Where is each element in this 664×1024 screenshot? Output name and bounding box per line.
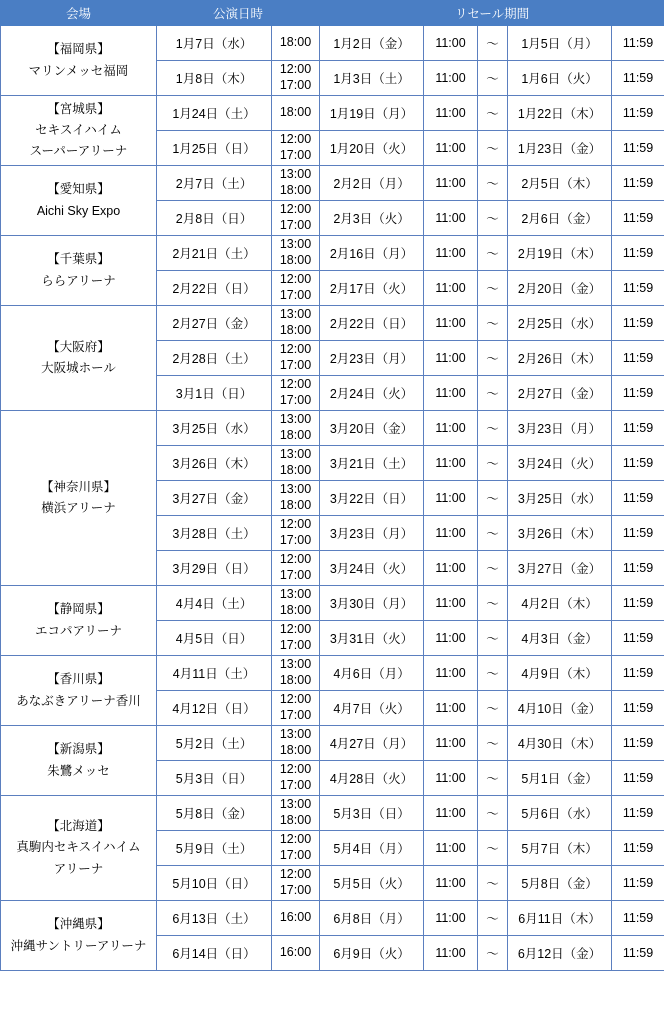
performance-time — [272, 516, 320, 551]
table-row — [1, 796, 664, 831]
resale-start-date: 4月7日（火） — [320, 691, 424, 726]
performance-time — [272, 61, 320, 96]
performance-time — [272, 96, 320, 131]
performance-time — [272, 271, 320, 306]
performance-time — [272, 866, 320, 901]
table-header — [1, 1, 664, 26]
resale-start-time: 11:00 — [424, 761, 478, 796]
time-value: 13:00 — [279, 797, 312, 812]
time-value: 12:00 — [279, 377, 312, 392]
performance-time — [272, 796, 320, 831]
performance-time — [272, 446, 320, 481]
range-separator: 〜 — [478, 901, 508, 936]
resale-end-time: 11:59 — [612, 831, 664, 866]
table-row — [1, 726, 664, 761]
resale-start-time: 11:00 — [424, 726, 478, 761]
resale-end-date: 1月5日（月） — [508, 26, 612, 61]
venue-prefecture: 【千葉県】 — [47, 252, 110, 267]
range-separator: 〜 — [478, 796, 508, 831]
time-value: 12:00 — [279, 622, 312, 637]
time-value: 17:00 — [279, 358, 312, 372]
performance-date: 2月22日（日） — [157, 271, 272, 306]
resale-end-date: 3月25日（水） — [508, 481, 612, 516]
resale-end-time: 11:59 — [612, 96, 664, 131]
resale-end-time: 11:59 — [612, 166, 664, 201]
resale-start-time: 11:00 — [424, 131, 478, 166]
table-row — [1, 236, 664, 271]
time-value: 12:00 — [279, 552, 312, 567]
time-value: 18:00 — [279, 253, 312, 267]
resale-end-date: 6月11日（木） — [508, 901, 612, 936]
resale-end-time: 11:59 — [612, 796, 664, 831]
resale-start-date: 2月24日（火） — [320, 376, 424, 411]
venue-name: アリーナ — [53, 861, 104, 876]
resale-start-date: 2月3日（火） — [320, 201, 424, 236]
time-value: 13:00 — [279, 482, 312, 497]
resale-end-time: 11:59 — [612, 901, 664, 936]
venue-name: 沖縄サントリーアリーナ — [10, 938, 147, 953]
performance-date: 3月29日（日） — [157, 551, 272, 586]
performance-date: 5月2日（土） — [157, 726, 272, 761]
resale-start-time: 11:00 — [424, 621, 478, 656]
resale-start-time: 11:00 — [424, 26, 478, 61]
range-separator: 〜 — [478, 96, 508, 131]
time-value: 13:00 — [279, 237, 312, 252]
resale-start-date: 3月22日（日） — [320, 481, 424, 516]
resale-start-date: 3月20日（金） — [320, 411, 424, 446]
resale-end-date: 2月26日（木） — [508, 341, 612, 376]
venue-cell — [1, 166, 157, 236]
header-row — [1, 1, 664, 26]
venue-prefecture: 【神奈川県】 — [40, 479, 116, 494]
resale-start-date: 3月30日（月） — [320, 586, 424, 621]
time-value: 12:00 — [279, 132, 312, 147]
table-row — [1, 901, 664, 936]
table-row — [1, 656, 664, 691]
header-venue: 会場 — [1, 1, 157, 26]
table-body — [1, 26, 664, 971]
resale-start-time: 11:00 — [424, 691, 478, 726]
resale-start-time: 11:00 — [424, 376, 478, 411]
range-separator: 〜 — [478, 306, 508, 341]
time-value: 17:00 — [279, 778, 312, 792]
resale-end-date: 5月8日（金） — [508, 866, 612, 901]
resale-start-date: 3月21日（土） — [320, 446, 424, 481]
venue-cell — [1, 901, 157, 971]
venue-prefecture: 【宮城県】 — [47, 101, 110, 116]
resale-start-time: 11:00 — [424, 166, 478, 201]
performance-time — [272, 201, 320, 236]
resale-start-date: 1月20日（火） — [320, 131, 424, 166]
performance-date: 1月24日（土） — [157, 96, 272, 131]
venue-prefecture: 【福岡県】 — [47, 42, 110, 57]
performance-date: 4月5日（日） — [157, 621, 272, 656]
venue-prefecture: 【香川県】 — [47, 672, 110, 687]
performance-date: 4月11日（土） — [157, 656, 272, 691]
resale-start-time: 11:00 — [424, 271, 478, 306]
resale-end-date: 4月9日（木） — [508, 656, 612, 691]
resale-end-time: 11:59 — [612, 691, 664, 726]
time-value: 12:00 — [279, 342, 312, 357]
performance-time — [272, 831, 320, 866]
performance-date: 2月27日（金） — [157, 306, 272, 341]
time-value: 17:00 — [279, 533, 312, 547]
header-performance-datetime: 公演日時 — [157, 1, 320, 26]
time-value: 12:00 — [279, 62, 312, 77]
time-value: 18:00 — [279, 603, 312, 617]
time-value: 17:00 — [279, 883, 312, 897]
resale-start-date: 2月2日（月） — [320, 166, 424, 201]
resale-start-date: 4月6日（月） — [320, 656, 424, 691]
resale-end-date: 5月6日（水） — [508, 796, 612, 831]
table-row — [1, 96, 664, 131]
resale-end-date: 1月22日（木） — [508, 96, 612, 131]
table-row — [1, 26, 664, 61]
time-value: 12:00 — [279, 692, 312, 707]
time-value: 12:00 — [279, 832, 312, 847]
performance-date: 3月27日（金） — [157, 481, 272, 516]
venue-cell — [1, 96, 157, 166]
resale-start-time: 11:00 — [424, 96, 478, 131]
performance-time — [272, 166, 320, 201]
resale-start-date: 4月28日（火） — [320, 761, 424, 796]
resale-start-date: 3月23日（月） — [320, 516, 424, 551]
resale-start-time: 11:00 — [424, 586, 478, 621]
range-separator: 〜 — [478, 866, 508, 901]
range-separator: 〜 — [478, 446, 508, 481]
venue-cell — [1, 306, 157, 411]
performance-time — [272, 656, 320, 691]
resale-start-date: 1月2日（金） — [320, 26, 424, 61]
resale-end-date: 4月30日（木） — [508, 726, 612, 761]
venue-name: マリンメッセ福岡 — [28, 63, 129, 78]
resale-end-time: 11:59 — [612, 621, 664, 656]
resale-start-time: 11:00 — [424, 306, 478, 341]
performance-time — [272, 551, 320, 586]
resale-end-date: 2月20日（金） — [508, 271, 612, 306]
resale-start-date: 4月27日（月） — [320, 726, 424, 761]
venue-prefecture: 【北海道】 — [47, 819, 110, 834]
resale-end-time: 11:59 — [612, 306, 664, 341]
time-value: 17:00 — [279, 393, 312, 407]
performance-time — [272, 26, 320, 61]
resale-start-date: 1月3日（土） — [320, 61, 424, 96]
range-separator: 〜 — [478, 761, 508, 796]
venue-name: エコパアリーナ — [34, 623, 122, 638]
resale-start-date: 5月3日（日） — [320, 796, 424, 831]
resale-start-time: 11:00 — [424, 551, 478, 586]
venue-cell — [1, 586, 157, 656]
range-separator: 〜 — [478, 656, 508, 691]
time-value: 17:00 — [279, 708, 312, 722]
time-value: 13:00 — [279, 657, 312, 672]
resale-end-date: 2月25日（水） — [508, 306, 612, 341]
resale-end-time: 11:59 — [612, 341, 664, 376]
resale-end-date: 2月19日（木） — [508, 236, 612, 271]
resale-start-date: 2月22日（日） — [320, 306, 424, 341]
resale-start-time: 11:00 — [424, 866, 478, 901]
resale-end-date: 2月27日（金） — [508, 376, 612, 411]
performance-time — [272, 726, 320, 761]
resale-end-time: 11:59 — [612, 656, 664, 691]
resale-end-time: 11:59 — [612, 761, 664, 796]
resale-end-time: 11:59 — [612, 726, 664, 761]
time-value: 18:00 — [279, 813, 312, 827]
performance-date: 2月8日（日） — [157, 201, 272, 236]
time-value: 13:00 — [279, 727, 312, 742]
resale-start-time: 11:00 — [424, 656, 478, 691]
resale-start-time: 11:00 — [424, 341, 478, 376]
range-separator: 〜 — [478, 551, 508, 586]
time-value: 17:00 — [279, 288, 312, 302]
performance-time — [272, 236, 320, 271]
performance-date: 3月28日（土） — [157, 516, 272, 551]
performance-date: 5月8日（金） — [157, 796, 272, 831]
resale-end-date: 3月23日（月） — [508, 411, 612, 446]
venue-prefecture: 【大阪府】 — [47, 339, 110, 354]
time-value: 17:00 — [279, 568, 312, 582]
venue-cell — [1, 656, 157, 726]
resale-end-time: 11:59 — [612, 866, 664, 901]
performance-date: 4月4日（土） — [157, 586, 272, 621]
performance-time — [272, 131, 320, 166]
performance-time — [272, 936, 320, 971]
venue-name: 大阪城ホール — [41, 361, 116, 375]
resale-end-date: 2月6日（金） — [508, 201, 612, 236]
resale-start-date: 2月17日（火） — [320, 271, 424, 306]
performance-time — [272, 586, 320, 621]
resale-end-time: 11:59 — [612, 481, 664, 516]
venue-cell — [1, 236, 157, 306]
resale-start-time: 11:00 — [424, 411, 478, 446]
venue-cell — [1, 26, 157, 96]
range-separator: 〜 — [478, 621, 508, 656]
resale-end-time: 11:59 — [612, 516, 664, 551]
performance-date: 5月3日（日） — [157, 761, 272, 796]
resale-start-time: 11:00 — [424, 831, 478, 866]
time-value: 18:00 — [279, 105, 312, 120]
performance-time — [272, 761, 320, 796]
table-row — [1, 586, 664, 621]
resale-end-time: 11:59 — [612, 551, 664, 586]
resale-start-date: 2月16日（月） — [320, 236, 424, 271]
venue-name: 朱鷺メッセ — [47, 763, 110, 778]
resale-start-time: 11:00 — [424, 446, 478, 481]
performance-date: 3月26日（木） — [157, 446, 272, 481]
venue-name: セキスイハイム — [35, 122, 122, 137]
time-value: 18:00 — [279, 463, 312, 477]
resale-start-time: 11:00 — [424, 61, 478, 96]
performance-date: 1月25日（日） — [157, 131, 272, 166]
venue-prefecture: 【愛知県】 — [47, 182, 110, 197]
resale-end-date: 2月5日（木） — [508, 166, 612, 201]
range-separator: 〜 — [478, 341, 508, 376]
resale-end-time: 11:59 — [612, 131, 664, 166]
performance-time — [272, 481, 320, 516]
time-value: 18:00 — [279, 673, 312, 687]
table-row — [1, 411, 664, 446]
time-value: 12:00 — [279, 762, 312, 777]
resale-end-date: 1月23日（金） — [508, 131, 612, 166]
resale-start-time: 11:00 — [424, 481, 478, 516]
performance-time — [272, 306, 320, 341]
venue-name: Aichi Sky Expo — [36, 203, 121, 218]
resale-end-time: 11:59 — [612, 271, 664, 306]
performance-time — [272, 901, 320, 936]
time-value: 17:00 — [279, 218, 312, 232]
time-value: 12:00 — [279, 867, 312, 882]
venue-name: スーパーアリーナ — [29, 144, 128, 159]
table-row — [1, 166, 664, 201]
resale-start-date: 5月5日（火） — [320, 866, 424, 901]
venue-name: 真駒内セキスイハイム — [16, 840, 141, 855]
time-value: 13:00 — [279, 412, 312, 427]
time-value: 18:00 — [279, 428, 312, 442]
resale-start-date: 6月9日（火） — [320, 936, 424, 971]
venue-name: ららアリーナ — [41, 273, 116, 288]
venue-prefecture: 【静岡県】 — [47, 602, 110, 617]
resale-end-time: 11:59 — [612, 26, 664, 61]
range-separator: 〜 — [478, 271, 508, 306]
time-value: 16:00 — [279, 910, 312, 925]
resale-start-date: 3月31日（火） — [320, 621, 424, 656]
venue-cell — [1, 411, 157, 586]
resale-end-date: 6月12日（金） — [508, 936, 612, 971]
resale-end-time: 11:59 — [612, 236, 664, 271]
performance-date: 4月12日（日） — [157, 691, 272, 726]
resale-end-time: 11:59 — [612, 61, 664, 96]
time-value: 13:00 — [279, 587, 312, 602]
time-value: 16:00 — [279, 945, 312, 960]
resale-end-time: 11:59 — [612, 446, 664, 481]
venue-cell — [1, 726, 157, 796]
resale-start-time: 11:00 — [424, 901, 478, 936]
venue-name: 横浜アリーナ — [41, 501, 116, 515]
performance-date: 3月1日（日） — [157, 376, 272, 411]
range-separator: 〜 — [478, 411, 508, 446]
time-value: 13:00 — [279, 447, 312, 462]
resale-start-date: 2月23日（月） — [320, 341, 424, 376]
resale-start-time: 11:00 — [424, 236, 478, 271]
range-separator: 〜 — [478, 586, 508, 621]
resale-start-date: 6月8日（月） — [320, 901, 424, 936]
resale-end-date: 5月7日（木） — [508, 831, 612, 866]
range-separator: 〜 — [478, 726, 508, 761]
resale-end-date: 5月1日（金） — [508, 761, 612, 796]
performance-time — [272, 621, 320, 656]
resale-end-date: 4月10日（金） — [508, 691, 612, 726]
header-resale-period: リセール期間 — [320, 1, 664, 26]
range-separator: 〜 — [478, 481, 508, 516]
resale-start-time: 11:00 — [424, 201, 478, 236]
performance-time — [272, 411, 320, 446]
performance-date: 2月7日（土） — [157, 166, 272, 201]
time-value: 18:00 — [279, 183, 312, 197]
range-separator: 〜 — [478, 831, 508, 866]
resale-end-time: 11:59 — [612, 376, 664, 411]
time-value: 13:00 — [279, 307, 312, 322]
time-value: 12:00 — [279, 202, 312, 217]
resale-start-time: 11:00 — [424, 796, 478, 831]
performance-date: 5月9日（土） — [157, 831, 272, 866]
time-value: 18:00 — [279, 498, 312, 512]
range-separator: 〜 — [478, 516, 508, 551]
venue-prefecture: 【新潟県】 — [47, 742, 110, 757]
venue-name: あなぶきアリーナ香川 — [16, 693, 141, 708]
resale-start-date: 3月24日（火） — [320, 551, 424, 586]
resale-end-time: 11:59 — [612, 201, 664, 236]
performance-time — [272, 341, 320, 376]
range-separator: 〜 — [478, 376, 508, 411]
performance-time — [272, 691, 320, 726]
performance-time — [272, 376, 320, 411]
range-separator: 〜 — [478, 691, 508, 726]
performance-date: 2月21日（土） — [157, 236, 272, 271]
venue-prefecture: 【沖縄県】 — [47, 917, 110, 932]
range-separator: 〜 — [478, 201, 508, 236]
table-row — [1, 306, 664, 341]
time-value: 17:00 — [279, 78, 312, 92]
time-value: 12:00 — [279, 272, 312, 287]
performance-date: 6月14日（日） — [157, 936, 272, 971]
resale-start-date: 5月4日（月） — [320, 831, 424, 866]
performance-date: 3月25日（水） — [157, 411, 272, 446]
time-value: 17:00 — [279, 848, 312, 862]
range-separator: 〜 — [478, 166, 508, 201]
range-separator: 〜 — [478, 936, 508, 971]
resale-end-time: 11:59 — [612, 411, 664, 446]
time-value: 18:00 — [279, 743, 312, 757]
venue-cell — [1, 796, 157, 901]
range-separator: 〜 — [478, 236, 508, 271]
resale-start-time: 11:00 — [424, 516, 478, 551]
time-value: 12:00 — [279, 517, 312, 532]
resale-end-date: 4月3日（金） — [508, 621, 612, 656]
time-value: 18:00 — [279, 323, 312, 337]
resale-end-date: 3月27日（金） — [508, 551, 612, 586]
resale-end-date: 4月2日（木） — [508, 586, 612, 621]
resale-end-date: 1月6日（火） — [508, 61, 612, 96]
resale-start-time: 11:00 — [424, 936, 478, 971]
range-separator: 〜 — [478, 61, 508, 96]
time-value: 17:00 — [279, 638, 312, 652]
performance-date: 1月7日（水） — [157, 26, 272, 61]
time-value: 18:00 — [279, 35, 312, 50]
performance-date: 5月10日（日） — [157, 866, 272, 901]
performance-date: 6月13日（土） — [157, 901, 272, 936]
time-value: 13:00 — [279, 167, 312, 182]
resale-end-time: 11:59 — [612, 586, 664, 621]
resale-end-date: 3月24日（火） — [508, 446, 612, 481]
time-value: 17:00 — [279, 148, 312, 162]
resale-start-date: 1月19日（月） — [320, 96, 424, 131]
range-separator: 〜 — [478, 131, 508, 166]
range-separator: 〜 — [478, 26, 508, 61]
performance-date: 1月8日（木） — [157, 61, 272, 96]
performance-date: 2月28日（土） — [157, 341, 272, 376]
resale-end-time: 11:59 — [612, 936, 664, 971]
resale-end-date: 3月26日（木） — [508, 516, 612, 551]
